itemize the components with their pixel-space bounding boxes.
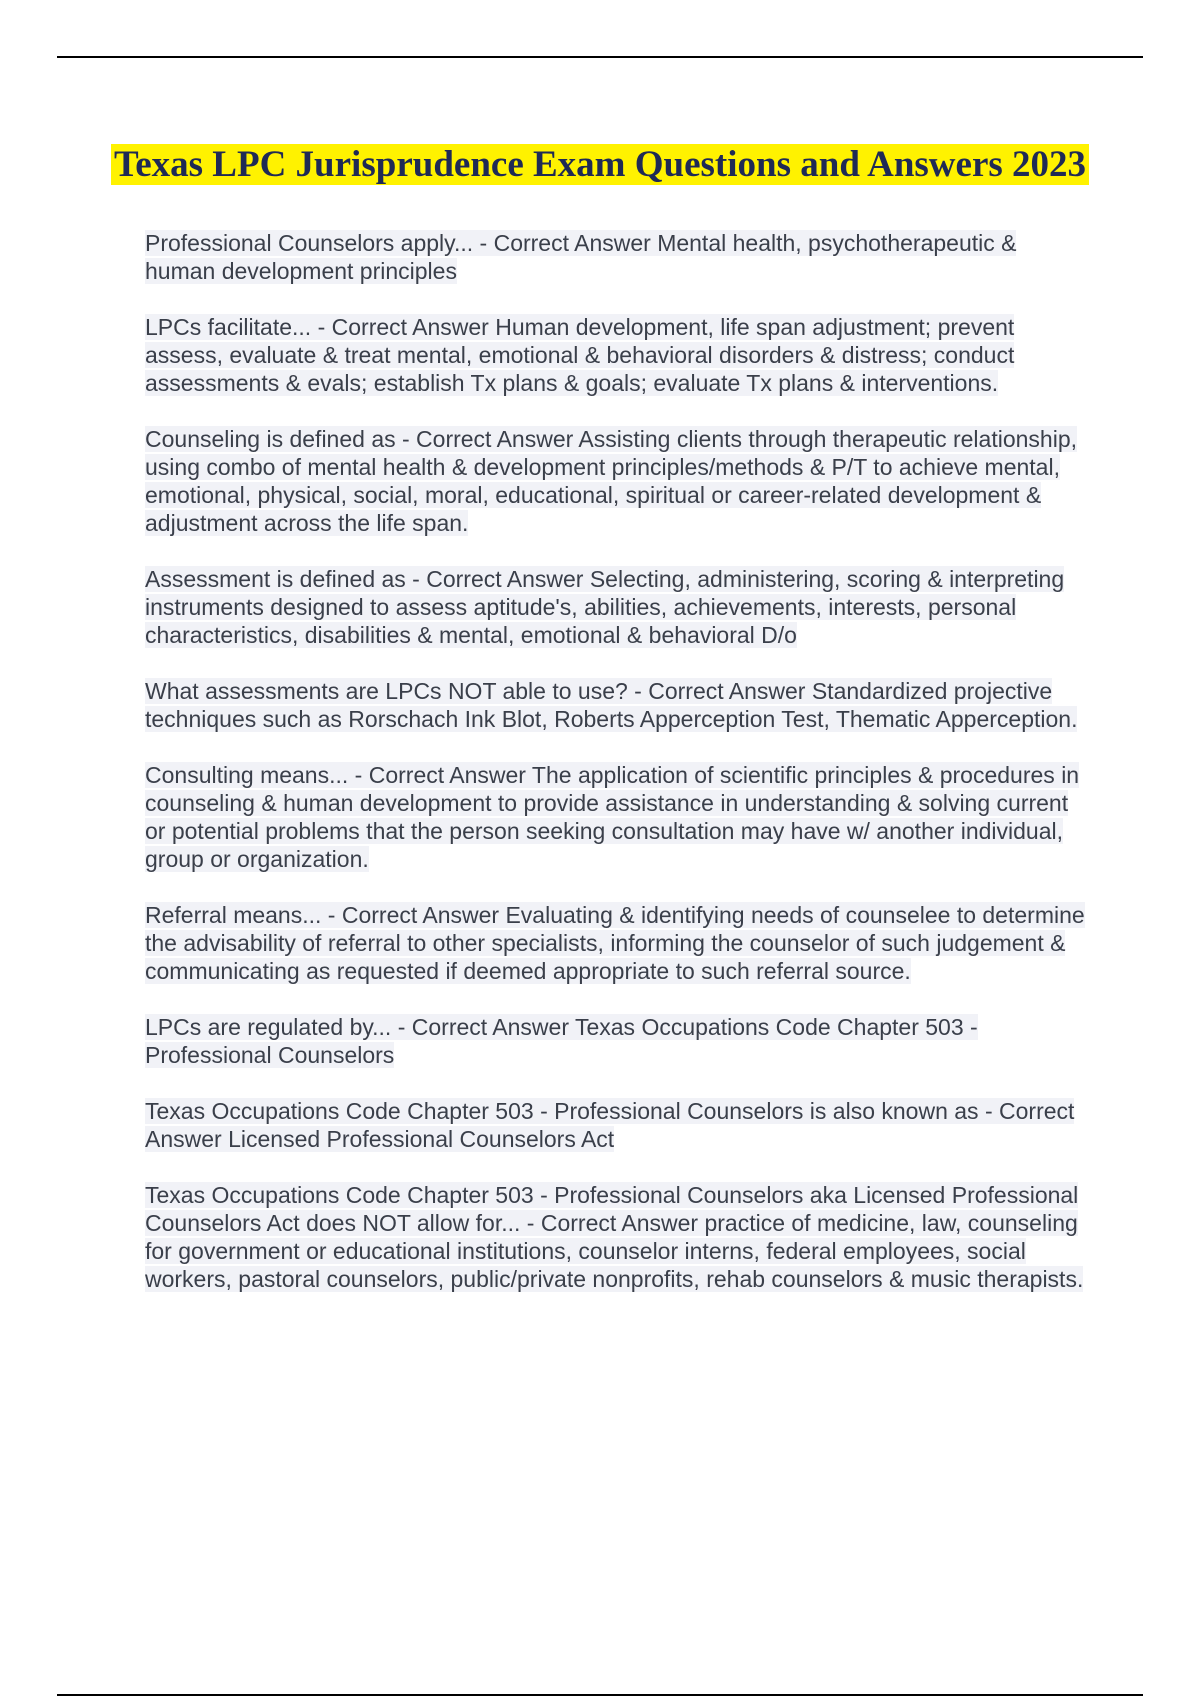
qa-item-text — [145, 426, 1077, 536]
qa-question: Assessment is defined as — [145, 566, 406, 592]
qa-answer: Evaluating & identifying needs of counselee to determine the advisability of referral to other specialists, informing the counselor of such judgement & communicating as requested if deemed appropriate to such referral source. — [145, 902, 1085, 984]
qa-answer: Standardized projective techniques such as Rorschach Ink Blot, Roberts Apperception Test, Thematic Apperception. — [145, 678, 1078, 732]
qa-answer: Texas Occupations Code Chapter 503 - Professional Counselors — [145, 1014, 978, 1068]
page-title — [100, 144, 1100, 186]
qa-item-text — [145, 1014, 978, 1068]
qa-separator: - Correct Answer — [473, 230, 658, 256]
qa-item-text — [145, 230, 1016, 284]
qa-item — [145, 1181, 1090, 1293]
qa-separator: - Correct Answer — [348, 762, 532, 788]
top-divider — [57, 56, 1143, 58]
qa-separator: - Correct Answer — [520, 1210, 705, 1236]
qa-separator: - Correct Answer — [395, 426, 579, 452]
qa-answer: Mental health, psychotherapeutic & human development principles — [145, 230, 1017, 284]
qa-question: Texas Occupations Code Chapter 503 - Professional Counselors is also known as — [145, 1098, 979, 1124]
qa-separator: - Correct Answer — [405, 566, 590, 592]
qa-separator: - Correct Answer — [321, 902, 506, 928]
qa-question: LPCs facilitate... — [145, 314, 312, 340]
qa-item — [145, 1013, 1090, 1069]
qa-item-text — [145, 678, 1077, 732]
qa-answer: The application of scientific principles & procedures in counseling & human development to provide assistance in understanding & solving current or potential problems that the person seeking consultation may have w/ another individual, group or organization. — [145, 762, 1080, 872]
qa-question: Consulting means... — [145, 762, 349, 788]
qa-item — [145, 761, 1090, 873]
qa-item — [145, 901, 1090, 985]
qa-answer: Human development, life span adjustment; prevent assess, evaluate & treat mental, emotional & behavioral disorders & distress; conduct assessments & evals; establish Tx plans & goals; evaluate Tx plans & interventions. — [145, 314, 1015, 396]
qa-item-text — [145, 566, 1064, 648]
qa-item-text — [145, 902, 1085, 984]
qa-item-text — [145, 314, 1014, 396]
qa-question: What assessments are LPCs NOT able to use? — [145, 678, 628, 704]
qa-item — [145, 565, 1090, 649]
qa-item — [145, 425, 1090, 537]
qa-question: LPCs are regulated by... — [145, 1014, 392, 1040]
qa-list — [145, 229, 1090, 1321]
qa-answer: Assisting clients through therapeutic relationship, using combo of mental health & development principles/methods & P/T to achieve mental, emotional, physical, social, moral, educational, spiritual or career-related development & adjustment across the life span. — [145, 426, 1078, 536]
qa-question: Professional Counselors apply... — [145, 230, 474, 256]
qa-item — [145, 229, 1090, 285]
qa-separator: - Correct Answer — [391, 1014, 575, 1040]
qa-answer: Licensed Professional Counselors Act — [228, 1126, 615, 1152]
qa-answer: Selecting, administering, scoring & interpreting instruments designed to assess aptitude's, abilities, achievements, interests, personal characteristics, disabilities & mental, emotional & behavioral D/o — [145, 566, 1065, 648]
qa-item — [145, 677, 1090, 733]
qa-separator: - Correct Answer — [627, 678, 812, 704]
qa-separator: - Correct Answer — [145, 1098, 1075, 1152]
qa-separator: - Correct Answer — [311, 314, 496, 340]
qa-item — [145, 313, 1090, 397]
qa-question: Texas Occupations Code Chapter 503 - Professional Counselors aka Licensed Professional Counselors Act does NOT allow for... — [145, 1182, 1079, 1236]
qa-item-text — [145, 762, 1079, 872]
qa-question: Counseling is defined as — [145, 426, 396, 452]
qa-answer: practice of medicine, law, counseling for government or educational institutions, counselor interns, federal employees, social workers, pastoral counselors, public/private nonprofits, rehab counselors & music therapists. — [145, 1210, 1084, 1292]
qa-item-text — [145, 1098, 1074, 1152]
page-title-text: Texas LPC Jurisprudence Exam Questions and Answers 2023 — [111, 144, 1089, 185]
qa-item — [145, 1097, 1090, 1153]
qa-question: Referral means... — [145, 902, 322, 928]
qa-item-text — [145, 1182, 1083, 1292]
bottom-divider — [57, 1694, 1143, 1696]
